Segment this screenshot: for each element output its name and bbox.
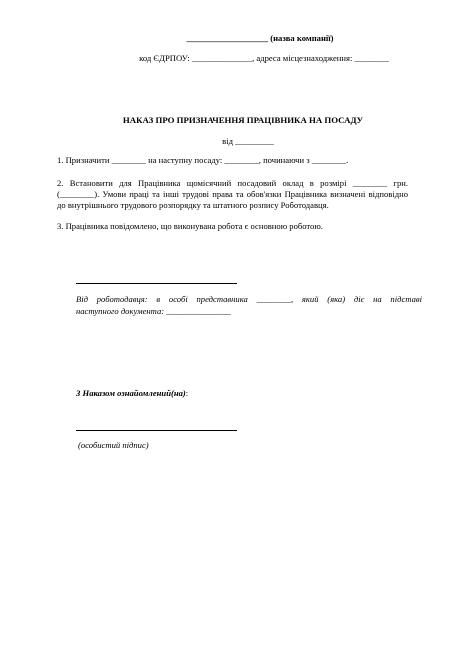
acknowledgement-label	[76, 388, 188, 399]
personal-signature-note: (особистий підпис)	[78, 440, 149, 450]
order-item-2-line-1: 2. Встановити для Працівника щомісячний посадовий оклад в розмірі ________ грн.	[57, 178, 408, 188]
employer-signature-line	[76, 283, 237, 284]
company-name-line: ___________________ (назва компанії)	[186, 33, 334, 43]
order-item-2-line-3: до внутрішнього трудового розпорядку та штатного розпису Роботодавця.	[57, 200, 329, 210]
order-item-3: 3. Працівника повідомлено, що виконувана робота є основною роботою.	[57, 221, 323, 231]
employer-representative-line-2: наступного документа: _______________	[76, 306, 231, 316]
order-item-1: 1. Призначити ________ на наступну посаду: ________, починаючи з ________.	[57, 155, 349, 165]
document-date: від _________	[222, 136, 274, 146]
acknowledgement-colon: :	[185, 388, 189, 398]
order-item-2-line-2: (________). Умови праці та інші трудові права та обов'язки Працівника визначені відповідно	[57, 189, 408, 199]
edrpou-address-line: код ЄДРПОУ: ______________, адреса місцезнаходження: ________	[139, 53, 389, 63]
employee-signature-line	[76, 430, 237, 431]
document-title: НАКАЗ ПРО ПРИЗНАЧЕННЯ ПРАЦІВНИКА НА ПОСАДУ	[122, 115, 364, 125]
acknowledgement-text: З Наказом ознайомлений(на)	[76, 388, 186, 398]
employer-representative-line-1: Від роботодавця: в особі представника ________, який (яка) діє на підставі	[76, 294, 422, 304]
